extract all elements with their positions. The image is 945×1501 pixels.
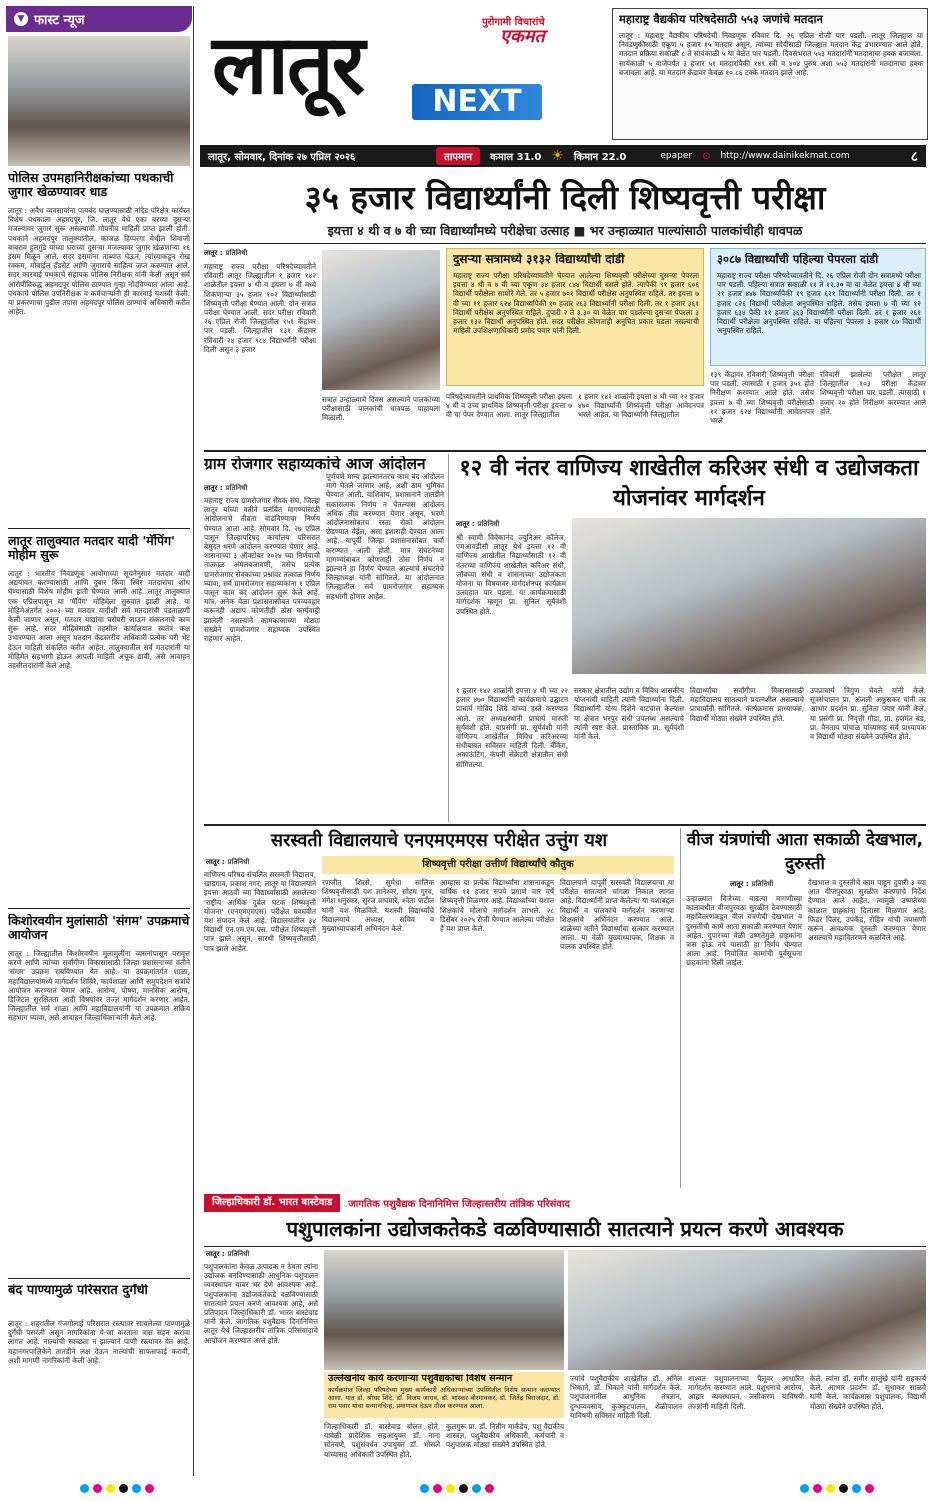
- box-a-headline: दुसऱ्या सत्रामध्ये ३१३२ विद्यार्थ्यांची दांडी: [453, 253, 625, 266]
- story-4-body: लातूर : शहरातील गंजगोलाई परिसरात रस्त्यावर साचलेल्या पाण्यामुळे दुर्गंधी पसरली असून नागरिकांना ये-जा करताना त्रास सहन करावा लागत आहे. नाल्यांची स्वच्छता न झाल्याने पाणी रस्त्यावर येत आहे. महानगरपालिकेने तातडीने लक्ष देऊन नाल्यांची साफसफाई करावी, अशी मागणी नागरिकांनी केली आहे.: [8, 1319, 190, 1365]
- electric-headline: वीज यंत्रणांची आता सकाळी देखभाल, दुरुस्ती: [686, 830, 924, 874]
- fast-news-tag: [6, 6, 192, 32]
- lead-col-4: १ हजार १४२ शाळांनी इयत्ता ४ थी च्या २२ हजार ४७० विद्यार्थ्यांनी शिष्यवृत्ती परीक्षा आवेदनपत्र भरले आहेत. या विद्यार्थ्यांनी जिल्ह्यातील: [578, 392, 704, 420]
- temp-max: कमाल 31.0: [490, 152, 542, 163]
- masthead: [200, 8, 605, 136]
- story-2-headline: लातूर तालुक्यात मतदार यादी 'मॅपिंग' मोहीम सुरू: [8, 534, 175, 562]
- commerce-col-2: १ हजार १४२ शाळांनी इयत्ता ४ थी च्या २२ हजार ४७० विद्यार्थ्यांनी कार्यक्रमाचे उद्घाटन प्राचार्य गोविंद शिंदे यांच्या हस्ते करण्यात आले. तर अध्यक्षस्थानी प्राचार्य मारुती सूर्यवंशी होते. याप्रसंगी प्रा. सूर्यवंशी यांनी वाणिज्य शाखेतील विविध करिअरच्या संधीबाबत सविस्तर माहिती दिली. बँकिंग, अकाऊंटिंग, कंपनी सेक्रेटरी क्षेत्रातील संधी सांगितल्या.: [456, 686, 568, 769]
- medical-council-headline: महाराष्ट्र वैद्यकीय परिषदेसाठी ५५३ जणांचे मतदान: [619, 13, 823, 26]
- story-3-body: लातूर : जिल्ह्यातील किशोरवयीन मुलामुलींना व्यसनांपासून परावृत्त करणे आणि त्यांच्या सर्वांगीण विकासासाठी जिल्हा प्रशासनाच्या वतीने 'संगम' उपक्रम राबविण्यात येत आहे. या उपक्रमांतर्गत शाळा, महाविद्यालयांमध्ये मार्गदर्शन शिबिरे, कार्यशाळा आणि समुपदेशन सत्रांचे आयोजन करण्यात येणार आहे. आरोग्य, पोषण, मानसिक आरोग्य, डिजिटल सुरक्षितता आदी विषयांवर तज्ज्ञ मार्गदर्शन करणार आहेत. जिल्ह्यातील सर्व शाळा आणि महाविद्यालयांनी या उपक्रमात सक्रिय सहभाग घ्यावा, असे आवाहन जिल्हाधिकाऱ्यांनी केले आहे.: [8, 949, 190, 1023]
- gram-col-1: महाराष्ट्र राज्य ग्रामरोजगार सेवक संघ, जिल्हा लातूर यांच्या वतीने प्रलंबित मागण्यांसाठी आंदोलनाचे तीव्रता वाढविण्याचा निर्णय घेण्यात आला आहे. सोमवार दि. २७ एप्रिल पासून जिल्हापरिषद कार्यालय परिसरात बेमुदत धरणे आंदोलन करण्यात येणार आहे. शासनाच्या ३ ऑक्टोबर २०२४ च्या निर्णयाची तात्काळ अंमलबजावणी, तसेच प्रत्येक ग्रामरोजगार सेवकांच्या प्रश्नांवर तत्काळ निर्णय घ्यावा, सर्व ग्रामरोजगार सहाय्यकांना १ एप्रिल पासून काम बंद आंदोलन सुरू केले आहे. मात्र, अनेक वेळा प्रशासनासोबत पत्रव्यवहार करूनही अद्याप कोणतीही ठोस कार्यवाही झालेली नसल्याने कामकाजाच्या मोठ्या संख्येने ग्रामरोजगार सहाय्यक उपस्थित राहणार आहेत.: [204, 496, 320, 644]
- website-link[interactable]: http://www.dainikekmat.com: [720, 151, 850, 161]
- box-b-body: महाराष्ट्र राज्य परीक्षा परिषदेच्यावतीने दि. २६ एप्रिल रोजी दोन सत्रामध्ये परीक्षा पार पडली. पहिल्या सत्रात सकाळी ११ ते १२.३० वा या वेळेत इयत्ता ४ थी च्या २१ हजार ४४७ विद्यार्थ्यांपैकी १९ हजार ६२१ विद्यार्थ्यांनी परीक्षा दिली. तर १ हजार ८२६ विद्यार्थी परीक्षेला अनुपस्थित राहिले. तसेच इयत्ता ७ वी च्या १२ हजार ६३४ पैकी ११ हजार ३६३ विद्यार्थ्यांनी परीक्षा दिली. तर १ हजार २६१ विद्यार्थी परीक्षेला अनुपस्थित राहिले. या पहिल्या पेपरला ३ हजार ८७ विद्यार्थी अनुपस्थित राहिले.: [717, 271, 921, 336]
- gram-headline: ग्राम रोजगार सहाय्यकांचे आज आंदोलन: [204, 456, 426, 473]
- vet-felicitation-photo: [324, 1250, 564, 1370]
- vet-col-4: ज्यांचे पशुवैद्यकीय शाखेतील डॉ. अनिल भिकाने, डॉ. भिकाने यांनी मार्गदर्शन केले. पशुपालनातील आधुनिक तंत्रज्ञान, दुग्धव्यवसाय, कुक्कुटपालन, शेळीपालन याविषयी सविस्तर माहिती दिली.: [570, 1374, 682, 1420]
- gram-byline: लातूर : प्रतिनिधी: [204, 484, 248, 492]
- gram-col-2: पूर्णपणे मान्य झाल्यानंतरच काम बंद आंदोलन मागे घेतले जाणार आहे, अशी ठाम भूमिका घेण्यात आली. याशिवाय, प्रशासनाने तातडीने सकारात्मक निर्णय न घेतल्यास आंदोलन अधिक तीव्र करण्यात येणार असून, भरणे आंदोलनासोबतच रस्ता रोको आंदोलन छेडण्यात येईल, असा इशाराही देण्यात आला आहे. यापूर्वी जिल्हा प्रशासनासोबत चर्चा करण्यात आली होती. मात्र संघटनेच्या मागण्यांबाबत कोणताही ठोस निर्णय न झाल्याने हा निर्णय घेण्यात आल्याचे संघटनेचे जिल्हाध्यक्ष यांनी सांगितले. या आंदोलनात जिल्ह्यातील सर्व ग्रामरोजगार सहाय्यक सहभागी होणार आहेत.: [326, 472, 444, 601]
- medical-council-box: [612, 8, 928, 140]
- chevron-down-icon: ▼: [14, 12, 28, 26]
- commerce-seminar-photo: [572, 518, 926, 674]
- masthead-title: लातूर: [212, 18, 364, 113]
- vet-headline: पशुपालकांना उद्योजकतेकडे वळविण्यासाठी सातत्याने प्रयत्न करणे आवश्यक: [286, 1217, 844, 1241]
- dateline-bar: [200, 145, 926, 167]
- event-strip: [204, 1194, 926, 1212]
- vet-col-1: पशुपालकांना केवळ उत्पादक न ठेवता त्यांना उद्योजक बनविण्यासाठी आधुनिक पशुपालन व्यवस्थापन यावर भर देणे आवश्यक आहे. पशुपालकांना उद्योजकतेकडे वळविण्यासाठी सातत्याने प्रयत्न करणे आवश्यक आहे, असे प्रतिपादन जिल्हाधिकारी डॉ. भारत बास्टेवाड यांनी केले. जागतिक पशुवैद्यक दिनानिमित्त लातूर येथे जिल्हास्तरीय तांत्रिक परिसंवादाचे आयोजन करण्यात आले होते.: [204, 1262, 318, 1345]
- story-2-body: लातूर : भारतीय निवडणूक आयोगाच्या सूचनेनुसार मतदार यादी अद्ययावत करण्यासाठी आणि दुबार किंवा स्थिर मतदारांचा शोध घेण्यासाठी विशेष मोहीम हाती घेण्यात आली आहे. लातूर तालुक्यात एक एप्रिलपासून या 'मॅपिंग' मोहिमेला सुरुवात झाली आहे. या मोहिमेअंतर्गत २००२ च्या मतदार यादीशी सर्व मतदारांची पडताळणी केली जाणार असून, मतदार याद्यांचा घरोघरी जाऊन संकलनाचे काम सुरू आहे. सदर मोहिमेसाठी तहसील कार्यालयात स्वतंत्र कक्ष उभारण्यात आला असून मतदान केंद्रस्तरीय अधिकारी प्रत्येक घरी भेट देऊन माहिती संकलित करीत आहेत. तालुक्यातील सर्व मतदारांनी या मोहिमेत सहभागी होऊन आपली माहिती अचूक द्यावी, असे आवाहन तहसीलदारांनी केले आहे.: [8, 569, 190, 671]
- saraswati-col-3: आम्हास या प्रत्येक विद्यार्थ्यांना शासनाकडून वार्षिक १२ हजार रुपये प्रमाणे चार वर्षे शिष्यवृत्ती मिळणार आहे. विद्यार्थ्यांच्या यशात शिक्षकांचे मोलाचे मार्गदर्शन लाभले. २८ डिसेंबर २०२५ रोजी घेण्यात आलेल्या परीक्षेत हे यश प्राप्त केले.: [440, 878, 554, 934]
- lead-byline: लातूर : प्रतिनिधी: [204, 249, 248, 257]
- vet-col-3: कुलगुरू प्रा. डॉ. नितीन मार्कंडेय, पशु वैद्यकीय शास्त्रज्ञ, पशुवैद्यकीय अधिकारी, कर्मचारी व पशुपालक मोठ्या संख्येने उपस्थित होते.: [446, 1422, 564, 1450]
- story-4-headline: बंद पाण्यामुळे परिसरात दुर्गंधी: [8, 1284, 148, 1298]
- commerce-col-5: उपप्राचार्य त्रिगुण चेवले यांनी केले. सूत्रसंचालन प्रा. अंजली अकुसकर यांनी तर आभार प्रदर्शन प्रा. सुनिता पवार यांनी केले. या प्रसंगी प्रा. निवृत्ती गौडा, प्रा. हणमंत बंड, प्रा. वैनताय पांचाळ यांच्यासह सर्व प्राध्यापक व विद्यार्थी मोठ्या संख्येने उपस्थित होते.: [810, 686, 926, 742]
- lead-col-1: महाराष्ट्र राज्य परीक्षा परिषदेच्यावतीने रविवारी लातूर जिल्ह्यातील १ हजार १४२ शाळेतील इयत्ता ४ थी व इयत्ता ७ वी मध्ये शिकणाऱ्या ३५ हजार १०२ विद्यार्थ्यांसाठी शिष्यवृत्ती परीक्षा घेण्यात आली. दोन सत्रात परीक्षा घेण्यात आली. सदर परीक्षा रविवारी २६ एप्रिल रोजी जिल्ह्यातील १५१ केंद्रांवर पार पडली. जिल्ह्यातील १३१ केंद्रावर रविवारी २४ हजार ९८४ विद्यार्थ्यांनी परीक्षा दिली असून ३ हजार: [204, 262, 316, 354]
- vet-byline: लातूर : प्रतिनिधी: [206, 1250, 250, 1258]
- page-number: ८: [910, 148, 918, 165]
- strip-left: जिल्हाधिकारी डॉ. भारत बास्टेवाड: [204, 1194, 340, 1212]
- absent-first-session-box: [710, 248, 926, 366]
- strip-right: जागतिक पशुवैद्यक दिनानिमित्त जिल्हास्तरीय तांत्रिक परिसंवाद: [348, 1199, 570, 1210]
- saraswati-col-4: विद्यालयाने यापूर्वी सरस्वती विद्यालयाचा या परीक्षेत सातत्याने चांगला निकाल लागत आहे. विद्यार्थ्यांनी प्राप्त केलेल्या या यशाबद्दल विद्यार्थी व पालकांचे मार्गदर्शन करणाऱ्या शिक्षकांचे अभिनंदन करण्यात आले. शाळेच्या वतीने विद्यार्थ्यांचा सत्कार करण्यात आला. या वेळी मुख्याध्यापक, शिक्षक व पालक उपस्थित होते.: [560, 878, 674, 952]
- story-1-headline: पोलिस उपमहानिरीक्षकांच्या पथकाची जुगार खेळण्यावर धाड: [8, 171, 174, 199]
- medical-council-body: लातूर : महाराष्ट्र वैद्यकीय परिषदेची निवडणूक रविवार दि. २६ एप्रिल रोजी पार पडली. लातूर जिल्ह्यात या निवडणुकीसाठी एकूण ५ हजार १५ मतदार असून, त्यांच्या सोयीसाठी जिल्ह्यात मतदान केंद्र उभारण्यात आले होते. मतदान प्रक्रिया सकाळी ८ ते सायंकाळी ५ या वेळेत पार पडली. दिवसभरात ५५३ मतदारांनी मतदानाचा हक्क बजावला. सायंकाळी ५ वाजेपर्यंत ३ हजार ५१ मतदारांपैकी १४९ स्त्री व ४०४ पुरुष अशा ५५३ मतदारांनी मतदानाचा हक्क बजावला आहे. या मतदान केंद्रावर केवळ १०.८६ टक्के मतदान झाले आहे.: [619, 31, 923, 77]
- lead-col-5: १३९ केंद्रावर रविवारी शिष्यवृत्ती परीक्षा पार पडली. त्यासाठी १ हजार ३५१ होते निरीक्षण करण्यात आले होते. तसेच इयत्ता ७ वी च्या शिष्यवृत्ती परीक्षेसाठी ११ हजार ६२४ विद्यार्थ्यांनी आवेदनपत्र भरले: [710, 370, 814, 426]
- commerce-byline: लातूर : प्रतिनिधी: [456, 520, 500, 528]
- color-registration-center: [420, 1484, 494, 1493]
- next-badge: NEXT: [412, 84, 542, 120]
- commerce-col-1: श्री स्वामी विवेकानंद ज्युनिअर कॉलेज, एमआयडीसी लातूर येथे इयत्ता १२ वी वाणिज्य शाखेतील विद्यार्थ्यांसाठी १२ वी नंतरच्या वाणिज्य शाखेतील करिअर संधी, जॉबच्या संधी व शासनाच्या उद्योजकता योजना या विषयावर मार्गदर्शनपर कार्यक्रम उत्साहात पार पडला. या कार्यक्रमासाठी मार्गदर्शक म्हणून प्रा. सुनिल सूर्यवंशी उपस्थित होते.: [456, 533, 566, 616]
- story-3-headline: किशोरवयीन मुलांसाठी 'संगम' उपक्रमाचे आयोजन: [8, 914, 190, 942]
- saraswati-headline: सरस्वती विद्यालयाचे एनएमएमएस परीक्षेत उत्तुंग यश: [270, 830, 608, 851]
- saraswati-photo-caption: शिष्यवृत्ती परीक्षा उत्तीर्ण विद्यार्थ्यांचे कौतुक: [322, 856, 674, 874]
- absent-second-session-box: [446, 248, 704, 386]
- dateline: लातूर, सोमवार, दिनांक २७ एप्रिल २०२६: [208, 152, 356, 163]
- sun-icon: ☀: [551, 148, 564, 164]
- vet-audience-photo: [568, 1250, 926, 1370]
- vet-col-5: शाश्वत पशुपालनाच्या पैलूवर आधारित मार्गदर्शन करण्यात आले. पशुधनाचे आरोग्य, आहार व्यवस्थापन, लसीकरण याविषयी तज्ज्ञांनी माहिती दिली.: [688, 1374, 804, 1411]
- saraswati-byline: लातूर : प्रतिनिधी: [206, 858, 250, 866]
- lead-col-2: सत्रात उन्हाळ्याचे दिवस असल्याने पालकांच्या परीक्षासाठी पालकांची धावपळ पाहायला मिळाली.: [322, 395, 440, 423]
- vet-caption-body: कार्यक्रमात जिल्हा परिषदेच्या मुख्य कार्यकारी अधिकाऱ्यांच्या उपस्थितीत विशेष सन्मान करण्यात आला. यात डॉ. श्रीधर शिंदे, डॉ. विजय जाधव, डॉ. भास्कर बोरगावकर, डॉ. जितेंद्र बिराजदार, डॉ. राम पवार यांचा सन्मानचिन्ह, प्रमाणपत्र देऊन गौरव करण्यात आला.: [328, 1386, 560, 1410]
- commerce-headline: १२ वी नंतर वाणिज्य शाखेतील करिअर संधी व उद्योजकता योजनांवर मार्गदर्शन: [459, 456, 919, 511]
- electric-byline: लातूर : प्रतिनिधी: [730, 880, 774, 888]
- lead-subhead: इयत्ता ४ थी व ७ वी च्या विद्यार्थ्यांमध्ये परीक्षेचा उत्साह ■ भर उन्हाळ्यात पाल्यांसाठी पालकांचीही धावपळ: [327, 223, 803, 238]
- vet-caption-title: उल्लेखनीय कार्य करणाऱ्या पशुवैद्यकांचा विशेष सन्मान: [328, 1374, 513, 1384]
- saraswati-col-1: वाणिज्य परिषद संचलित सरस्वती विद्यालय, खाडगाव, प्रकाश नगर, लातूर या विद्यालयाने इयत्ता आठवी च्या विद्यार्थ्यांसाठी असलेल्या 'राष्ट्रीय आर्थिक दुर्बल घटक शिष्यवृत्ती योजना' (एनएमएमएस) परीक्षेत घवघवीत यश संपादन केले आहे. विद्यालयातील ३४ विद्यार्थी एन.एम.एम.एस. परीक्षेत शिष्यवृत्ती पात्र झाले असून, सारथी शिष्यवृत्तीसाठी पात्र झाले आहेत.: [204, 870, 316, 953]
- epaper-label: epaper: [660, 151, 693, 161]
- story-1-body: लातूर : अवैध व्यवसायांना पायबंद घालण्यासाठी नांदेड परिक्षेत्र कार्यरत विशेष पथकाला अहमदपूर, जि. लातूर येथे एका बरच्या दुसऱ्या मजल्यावर जुगार सुरू असल्याची गोपनीय माहिती प्राप्त झाली होती. पथकाने अहमदपूर तालुक्यातील, काजळ हिप्परगा येथील शिवाजी बाबराव हुलगुंडे यांच्या घराच्या दुसऱ्या मजल्यावर जुगार खेळणाऱ्या १६ इसम मिळून आले. सदर इसमांना ताब्यात घेऊन, त्यांच्याकडून रोख रक्कम, मोबाईल हँडसेट आणि जुगाराचे साहित्य जप्त करण्यात आले. सदर कारवाई पथकाचे सहायक पोलिस निरीक्षक यांनी केली असून सर्व आरोपींविरुद्ध अहमदपूर पोलिस ठाण्यात गुन्हा नोंदविण्यात आला आहे. पथकाचे पोलिस उपनिरीक्षक व कर्मचाऱ्यांनी ही कारवाई यशस्वी केली. या प्रकरणाचा पुढील तपास अहमदपूर पोलिस ठाण्याचे अधिकारी करीत आहेत.: [8, 206, 190, 317]
- search-icon: ⊙: [702, 150, 711, 162]
- vet-col-2: जिल्हाधिकारी डॉ. बास्टेवाड बोलत होते. यावेळी प्रादेशिक सहआयुक्त डॉ. नाना सोनवणे, पशुसंवर्धन उपायुक्त डॉ. भोसले यांच्यासह अधिकारी उपस्थित होते.: [324, 1422, 440, 1459]
- color-registration-right: [800, 1484, 874, 1493]
- box-a-body: महाराष्ट्र राज्य परीक्षा परिषदेच्यावतीने घेण्यात आलेल्या शिष्यवृत्ती परीक्षेच्या दुसऱ्या पेपरला इयत्ता ४ थी व ७ वी च्या एकूण ३४ हजार ८४४ विद्यार्थी बसले होते. त्यापैकी ९१ हजार ६०६ विद्यार्थी परीक्षेला सामोरे गेले. तर ५ हजार ७०१ विद्यार्थी परीक्षेस अनुपस्थित राहिले. तर इयत्ता ७ वी च्या ११ हजार ६२४ विद्यार्थ्यांपैकी १० हजार २६३ विद्यार्थ्यांनी परीक्षा दिली. तर १ हजार ३६१ विद्यार्थी परीक्षेस अनुपस्थित राहिले. दुपारी २ ते ३.३० या वेळेत पार पडलेल्या दुसऱ्या पेपरला ३ हजार १३२ विद्यार्थी अनुपस्थित होते. सदर परीक्षेत कोणताही अनुचित प्रकार घडला नसल्याची माहिती उपशिक्षणाधिकारी प्रमोद पवार यांनी दिली.: [453, 271, 699, 336]
- exam-hall-photo: [322, 250, 440, 390]
- lead-col-3: परिषदेच्यावतीने प्राथमिक शिष्यवृत्ती परीक्षा इयत्ता ४ थी व उच्च प्राथमिक शिष्यवृत्ती परीक्षा इयत्ता ७ वी चा पेपर देण्यात आला. लातूर जिल्ह्यातील: [446, 392, 572, 420]
- commerce-col-4: विद्यार्थ्यांचा सर्वांगीण विकासासाठी महाविद्यालय सातत्याने प्रयत्नशील असल्याचे प्राचार्यांनी सांगितले. कार्यक्रमास प्राध्यापक, विद्यार्थी मोठ्या संख्येने उपस्थित होते.: [690, 686, 804, 723]
- fast-news-label: फास्ट न्यूज: [34, 13, 85, 28]
- tagline-top: पुरोगामी विचारांचे: [482, 17, 545, 28]
- vet-caption-box: [324, 1372, 564, 1418]
- color-registration-left: [80, 1484, 154, 1493]
- vet-col-6: केले. त्यांना डॉ. समीर सालुंखे यांनी सहकार्य केले. आभार प्रदर्शन डॉ. सुधाकर साळवे यांनी केले. कार्यक्रमास पशुपालक, विद्यार्थी मोठ्या संख्येने उपस्थित होते.: [810, 1374, 926, 1411]
- lead-headline: ३५ हजार विद्यार्थ्यांनी दिली शिष्यवृत्ती परीक्षा: [304, 178, 826, 217]
- temperature-label: तापमान: [436, 147, 480, 165]
- sidebar: [6, 6, 194, 1476]
- lead-col-6: रविवारी झालेल्या परीक्षेत लातूर जिल्ह्यातील १०३ परीक्षा केंद्रावर शिष्यवृत्ती परीक्षा पार पडली. त्यासाठी १ हजार २० होते निरीक्षण करण्यात आले होते.: [820, 370, 926, 416]
- temp-min: किमान 22.0: [573, 152, 627, 163]
- electric-col-1: उन्हाळ्यात विजेच्या वाढत्या मागणीच्या कालावधीत वीजपुरवठा सुरळीत ठेवण्यासाठी महावितरणकडून वीज यंत्रणेची देखभाल व दुरुस्तीची कामे आता सकाळी करण्यात येणार आहेत. दुपारच्या वेळी उष्णतेमुळे ग्राहकांना त्रास होऊ नये यासाठी हा निर्णय घेण्यात आला आहे. नियोजित कामांची पूर्वसूचना ग्राहकांना दिली जाईल.: [686, 894, 802, 968]
- commerce-col-3: सरकार क्षेत्रातील उद्योग व विविध शासकीय योजनांची माहिती त्यांनी विद्यार्थ्यांना दिली. विद्यार्थ्यांनी योग्य दिशेने वाटचाल केल्यास या क्षेत्रात भरपूर संधी उपलब्ध असल्याचे त्यांनी स्पष्ट केले. प्रास्ताविक प्रा. सूर्यवंशी यांनी केले.: [574, 686, 684, 742]
- electric-col-2: देखभाल व दुरुस्तीचे काम पाहून दुपारी ३ च्या आत वीजपुरवठा सुरळीत करण्याचे निर्देश देण्यात आले आहेत. त्यामुळे उष्णतेच्या काळात ग्राहकांना दिलासा मिळणार आहे. फिडर पिलर, उपकेंद्र, रोहित्र यांची तपासणी करून आवश्यक दुरुस्ती करण्यात येणार असल्याचे महावितरणने कळविले आहे.: [808, 878, 926, 943]
- gambling-raid-photo: [8, 36, 190, 166]
- box-b-headline: ३०८७ विद्यार्थ्यांची पहिल्या पेपरला दांडी: [717, 253, 879, 266]
- tagline-brand: एकमत: [500, 26, 545, 47]
- saraswati-col-2: रणजीत शिरसे, सुमेधा सालिक शिष्यवृत्तीसाठी यश ज्ञानेश्वर, सोहम गुरव, मंगेश धनुरकर, सुरज वाघमारे, श्वेता पाटील यांनी यश मिळविले. यशस्वी विद्यार्थ्यांचे विद्यालयाचे अध्यक्ष, सचिव व मुख्याध्यापकांनी अभिनंदन केले.: [322, 878, 434, 934]
